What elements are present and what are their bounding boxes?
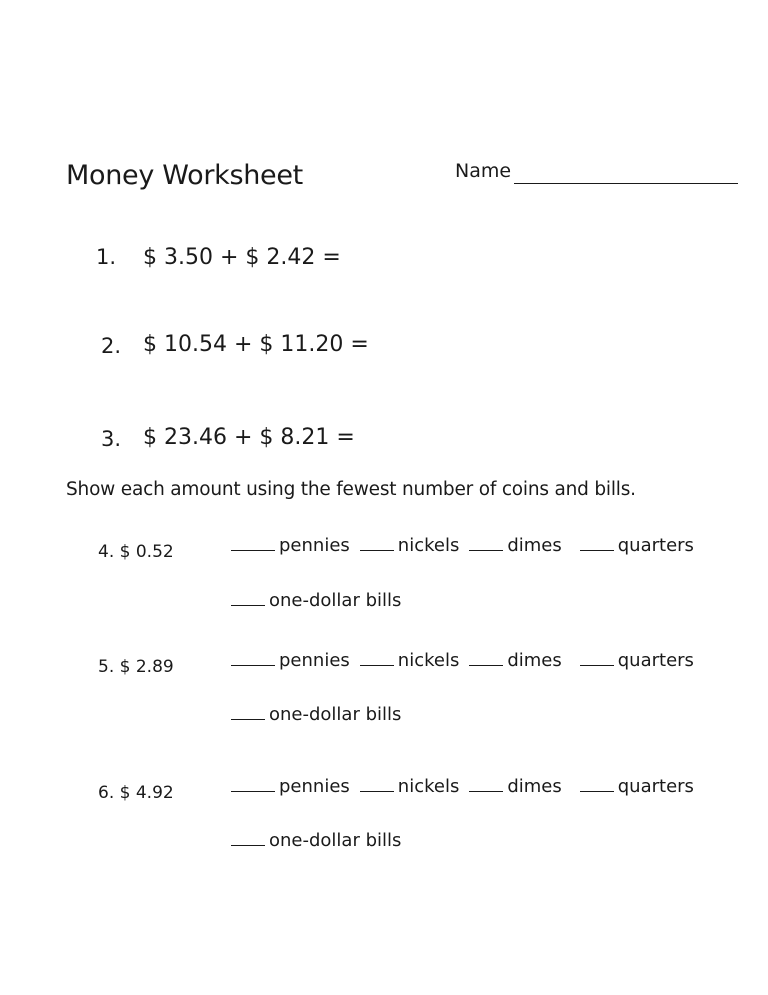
problem-2-number: 2.	[101, 334, 122, 358]
problem-2-expression: $ 10.54 + $ 11.20 =	[143, 332, 369, 357]
coin-problem-4-label: 4. $ 0.52	[98, 542, 174, 562]
bills-blank[interactable]	[231, 718, 265, 720]
quarters-label: quarters	[617, 535, 694, 556]
nickels-label: nickels	[397, 535, 460, 556]
pennies-label: pennies	[279, 535, 350, 556]
coin-problem-4-coins-row	[231, 535, 694, 556]
bills-blank[interactable]	[231, 604, 265, 606]
coin-problem-6-label: 6. $ 4.92	[98, 783, 174, 803]
quarters-label: quarters	[617, 650, 694, 671]
dimes-blank[interactable]	[469, 790, 503, 792]
problem-1-expression: $ 3.50 + $ 2.42 =	[143, 245, 341, 270]
name-answer-line[interactable]	[514, 183, 738, 184]
nickels-blank[interactable]	[360, 664, 394, 666]
coin-problem-6-coins-row	[231, 776, 694, 797]
instructions-text: Show each amount using the fewest number of coins and bills.	[66, 479, 636, 500]
problem-3-number: 3.	[101, 427, 122, 451]
name-label: Name	[455, 160, 512, 182]
quarters-blank[interactable]	[580, 549, 614, 551]
dimes-label: dimes	[507, 776, 562, 797]
problem-3-expression: $ 23.46 + $ 8.21 =	[143, 425, 355, 450]
bills-label: one-dollar bills	[269, 590, 402, 611]
pennies-label: pennies	[279, 650, 350, 671]
quarters-blank[interactable]	[580, 664, 614, 666]
problem-1-number: 1.	[96, 245, 117, 269]
coin-problem-6-bills-row	[231, 830, 401, 851]
bills-blank[interactable]	[231, 844, 265, 846]
nickels-label: nickels	[397, 650, 460, 671]
pennies-blank[interactable]	[231, 790, 275, 792]
bills-label: one-dollar bills	[269, 704, 402, 725]
dimes-label: dimes	[507, 650, 562, 671]
nickels-label: nickels	[397, 776, 460, 797]
coin-problem-5-bills-row	[231, 704, 401, 725]
bills-label: one-dollar bills	[269, 830, 402, 851]
nickels-blank[interactable]	[360, 790, 394, 792]
dimes-blank[interactable]	[469, 549, 503, 551]
pennies-blank[interactable]	[231, 549, 275, 551]
coin-problem-4-bills-row	[231, 590, 401, 611]
pennies-label: pennies	[279, 776, 350, 797]
quarters-label: quarters	[617, 776, 694, 797]
quarters-blank[interactable]	[580, 790, 614, 792]
pennies-blank[interactable]	[231, 664, 275, 666]
coin-problem-5-label: 5. $ 2.89	[98, 657, 174, 677]
worksheet-title: Money Worksheet	[66, 160, 303, 191]
nickels-blank[interactable]	[360, 549, 394, 551]
coin-problem-5-coins-row	[231, 650, 694, 671]
dimes-label: dimes	[507, 535, 562, 556]
dimes-blank[interactable]	[469, 664, 503, 666]
